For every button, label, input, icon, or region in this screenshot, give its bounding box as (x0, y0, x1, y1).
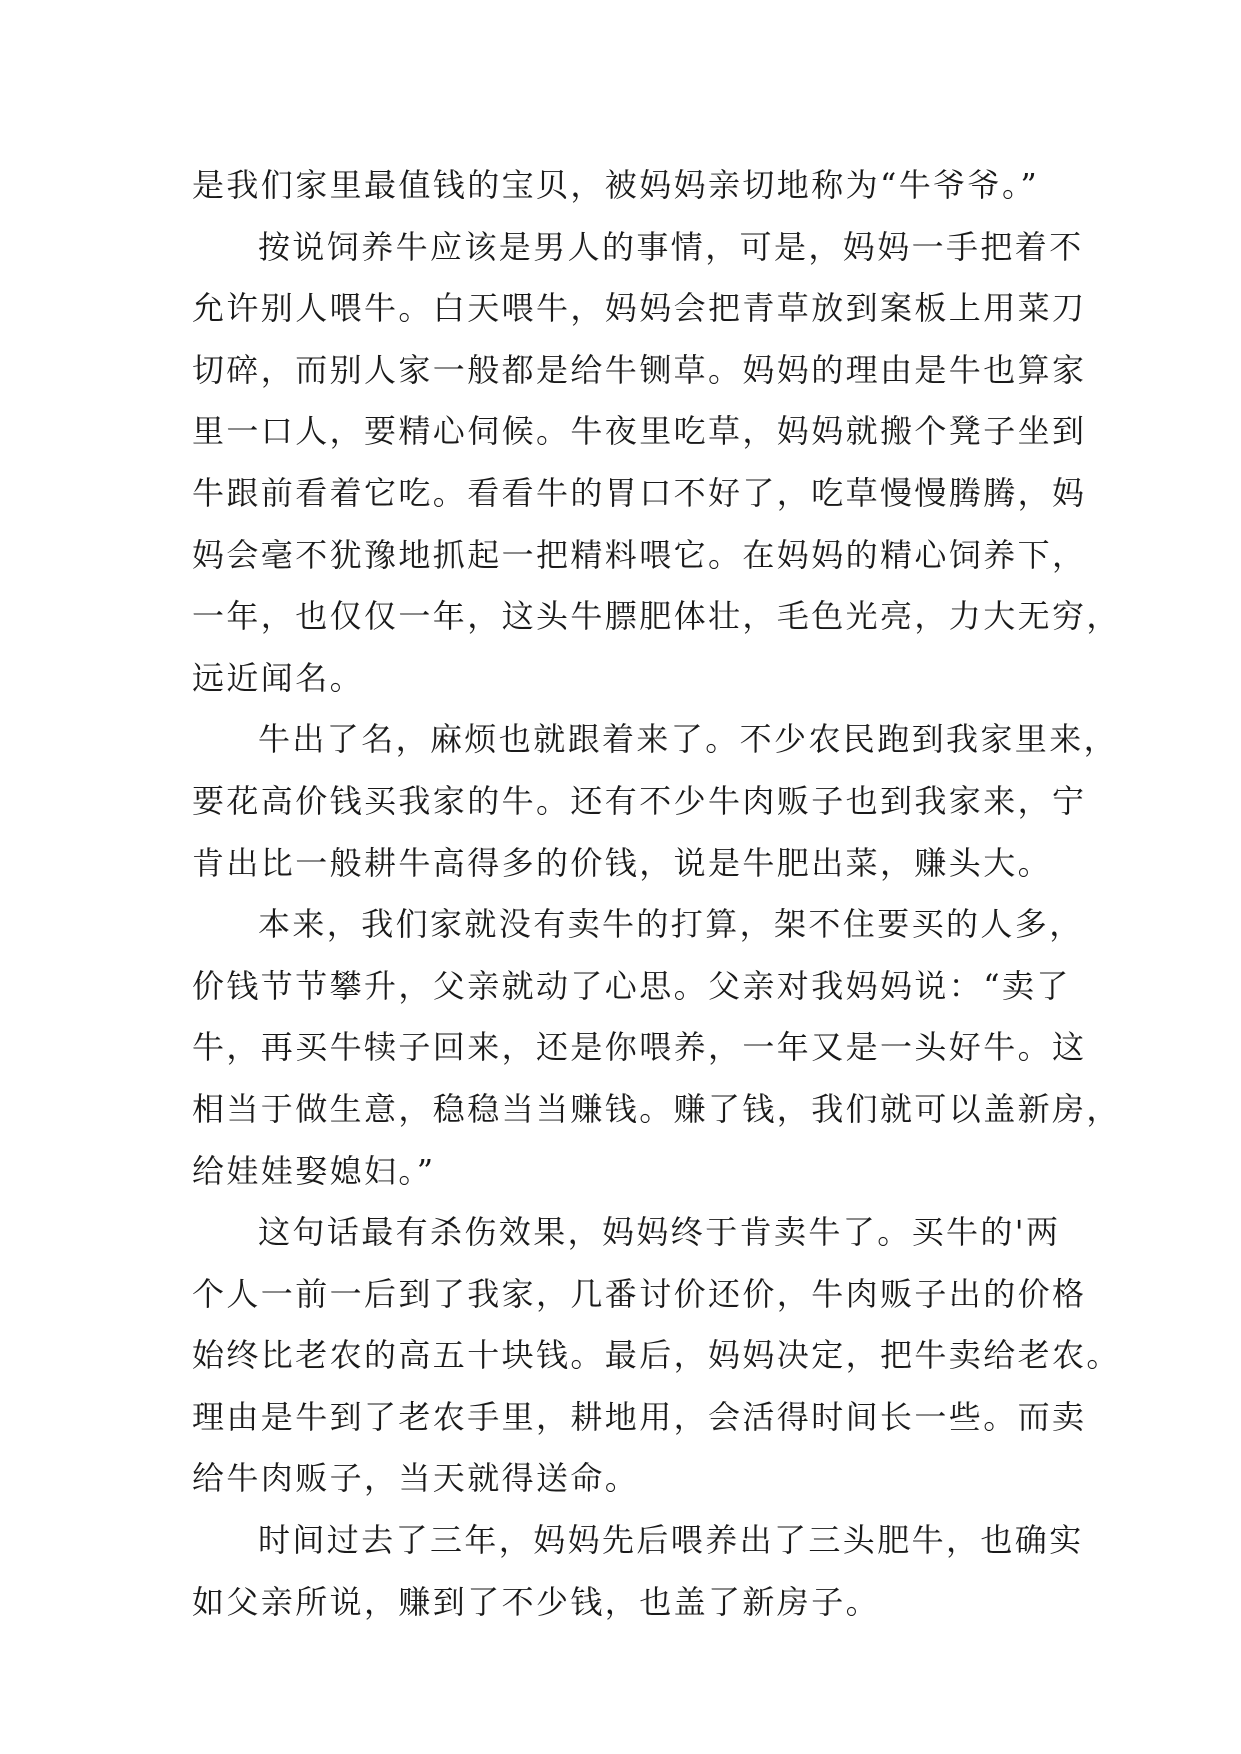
text-line: 给娃娃娶媳妇。” (192, 1151, 436, 1190)
text-line: 本来，我们家就没有卖牛的打算，架不住要买的人多， (258, 905, 1084, 944)
text-line: 相当于做生意，稳稳当当赚钱。赚了钱，我们就可以盖新房， (192, 1089, 1121, 1128)
text-line: 这句话最有杀伤效果，妈妈终于肯卖牛了。买牛的'两 (258, 1213, 1061, 1252)
paragraph (192, 1202, 1121, 1510)
text-line: 允许别人喂牛。白天喂牛，妈妈会把青草放到案板上用菜刀 (192, 289, 1087, 328)
text-line: 牛跟前看着它吃。看看牛的胃口不好了，吃草慢慢腾腾，妈 (192, 473, 1087, 512)
text-line: 牛出了名，麻烦也就跟着来了。不少农民跑到我家里来， (258, 720, 1119, 759)
paragraph (192, 217, 1121, 710)
text-line: 始终比老农的高五十块钱。最后，妈妈决定，把牛卖给老农。 (192, 1336, 1121, 1375)
document-text-body (192, 155, 1121, 1633)
text-line: 妈会毫不犹豫地抓起一把精料喂它。在妈妈的精心饲养下， (192, 535, 1087, 574)
paragraph (192, 709, 1119, 894)
paragraph (192, 894, 1121, 1202)
text-line: 远近闻名。 (192, 658, 365, 697)
text-line: 里一口人，要精心伺候。牛夜里吃草，妈妈就搬个凳子坐到 (192, 412, 1087, 451)
text-line: 肯出比一般耕牛高得多的价钱，说是牛肥出菜，赚头大。 (192, 843, 1053, 882)
text-line: 个人一前一后到了我家，几番讨价还价，牛肉贩子出的价格 (192, 1274, 1087, 1313)
text-line: 按说饲养牛应该是男人的事情，可是，妈妈一手把着不 (258, 227, 1084, 266)
text-line: 如父亲所说，赚到了不少钱，也盖了新房子。 (192, 1582, 881, 1621)
text-line: 一年，也仅仅一年，这头牛膘肥体壮，毛色光亮，力大无穷， (192, 597, 1121, 636)
paragraph (192, 155, 1072, 217)
text-line: 切碎，而别人家一般都是给牛铡草。妈妈的理由是牛也算家 (192, 350, 1087, 389)
text-line: 要花高价钱买我家的牛。还有不少牛肉贩子也到我家来，宁 (192, 781, 1087, 820)
text-line: 是我们家里最值钱的宝贝，被妈妈亲切地称为“牛爷爷。” (192, 166, 1040, 204)
text-line: 给牛肉贩子，当天就得送命。 (192, 1459, 640, 1498)
text-line: 价钱节节攀升，父亲就动了心思。父亲对我妈妈说：“卖了 (192, 966, 1071, 1005)
paragraph (192, 1510, 1084, 1633)
text-line: 理由是牛到了老农手里，耕地用，会活得时间长一些。而卖 (192, 1397, 1087, 1436)
text-line: 时间过去了三年，妈妈先后喂养出了三头肥牛，也确实 (258, 1521, 1084, 1560)
text-line: 牛，再买牛犊子回来，还是你喂养，一年又是一头好牛。这 (192, 1028, 1087, 1067)
